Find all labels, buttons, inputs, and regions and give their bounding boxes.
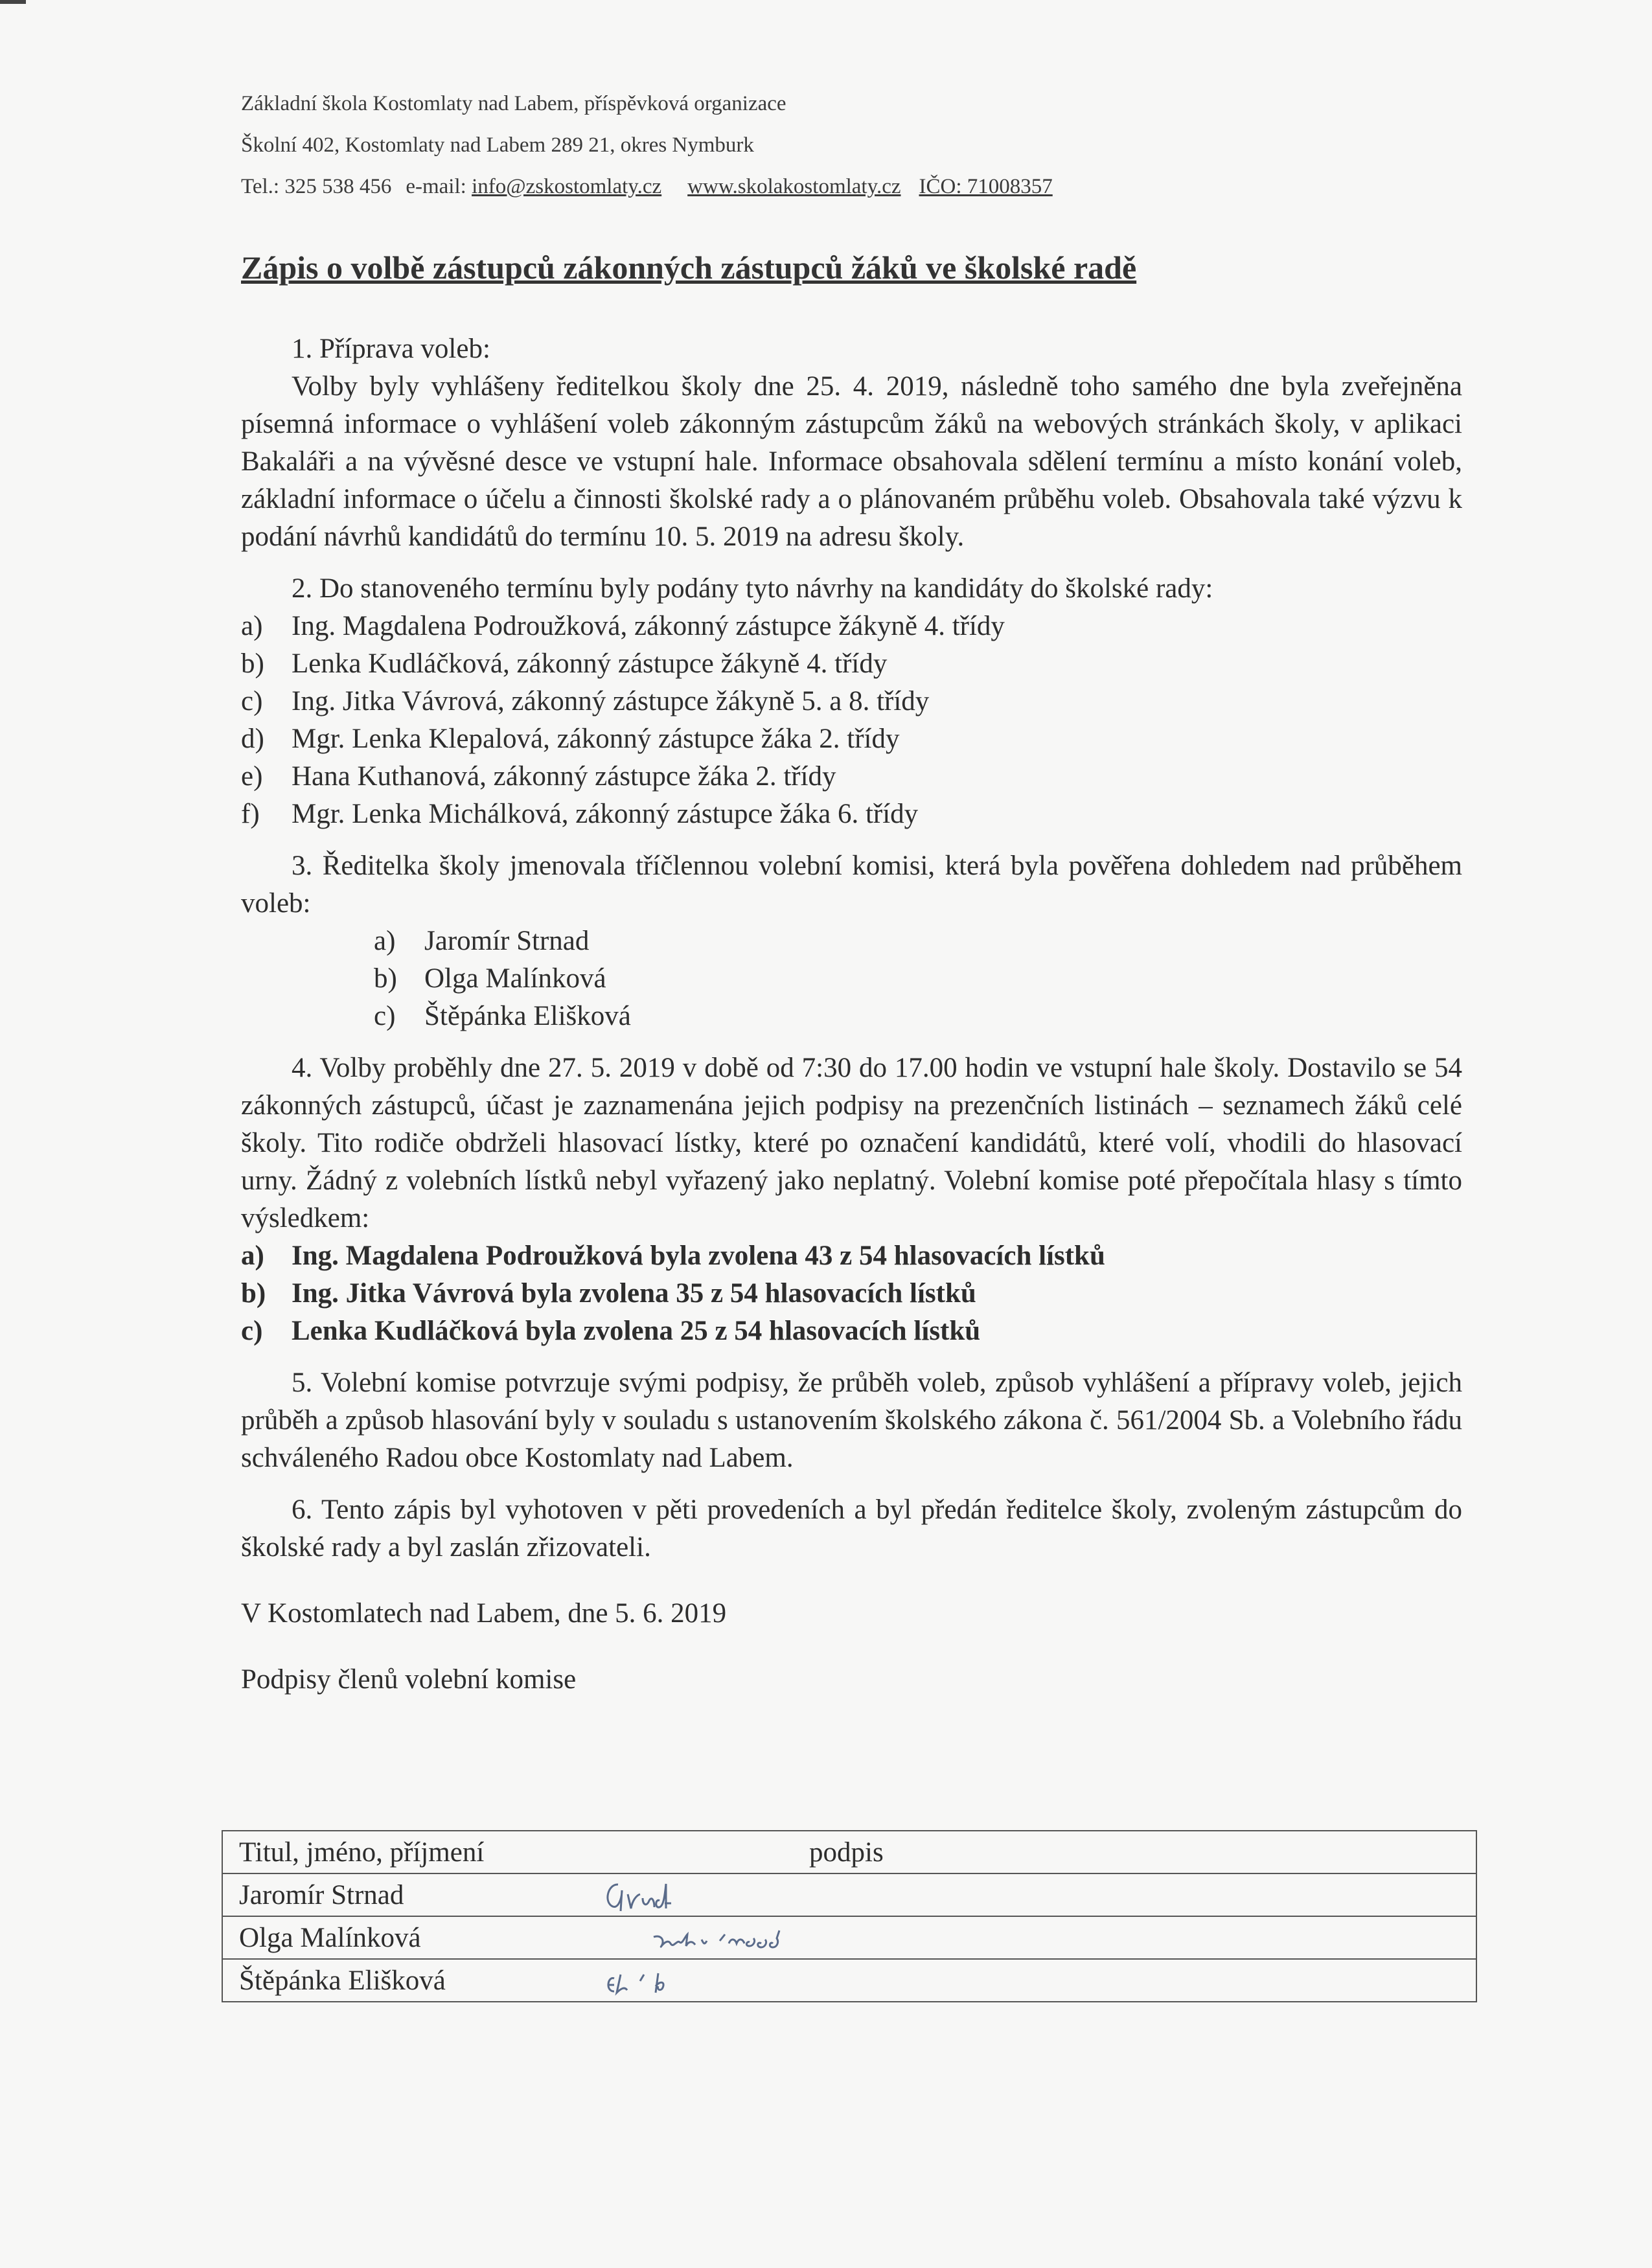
document-body <box>241 330 1462 1699</box>
email-link[interactable]: info@zskostomlaty.cz <box>472 175 662 198</box>
list-item: a) Jaromír Strnad <box>374 926 590 956</box>
handwritten-signature <box>595 1918 867 1958</box>
list-item: d) Mgr. Lenka Klepalová, zákonný zástupce žáka 2. třídy <box>241 724 900 754</box>
contact-line <box>241 166 1053 207</box>
section-5-text: 5. Volební komise potvrzuje svými podpisy, že průběh voleb, způsob vyhlášení a přípravy voleb, jejich průběh a způsob hlasování byly v souladu s ustanovením školského zákona č. 561/2004 Sb. a Volebního řádu schváleného Radou obce Kostomlaty nad Labem. <box>241 1368 1462 1473</box>
member-name: Štěpánka Elišková <box>222 1959 809 2002</box>
list-item: a) Ing. Magdalena Podroužková, zákonný zástupce žákyně 4. třídy <box>241 611 1005 641</box>
result-item: a) Ing. Magdalena Podroužková byla zvolena 43 z 54 hlasovacích lístků <box>241 1241 1105 1271</box>
result-item: b) Ing. Jitka Vávrová byla zvolena 35 z 54 hlasovacích lístků <box>241 1278 976 1309</box>
section-1-heading: 1. Příprava voleb: <box>292 334 490 364</box>
section-4-text: 4. Volby proběhly dne 27. 5. 2019 v době od 7:30 do 17.00 hodin ve vstupní hale školy. Dostavilo se 54 zákonných zástupců, účast je zaznamenána jejich podpisy na prezenčních listinách – seznamech žáků celé školy. Tito rodiče obdrželi hlasovací lístky, které po označení kandidátů, které volí, vhodili do hlasovací urny. Žádný z volebních lístků nebyl vyřazený jako neplatný. Volební komise poté přepočítala hlasy s tímto výsledkem: <box>241 1053 1462 1233</box>
place-date: V Kostomlatech nad Labem, dne 5. 6. 2019 <box>241 1598 727 1629</box>
phone: Tel.: 325 538 456 <box>241 175 392 198</box>
school-name: Základní škola Kostomlaty nad Labem, příspěvková organizace <box>241 92 786 115</box>
letterhead <box>241 83 1053 207</box>
handwritten-signature <box>599 1960 767 2000</box>
list-item: c) Štěpánka Elišková <box>374 1001 631 1031</box>
list-item: e) Hana Kuthanová, zákonný zástupce žáka 2. třídy <box>241 761 836 792</box>
document-title: Zápis o volbě zástupců zákonných zástupců žáků ve školské radě <box>241 249 1137 286</box>
signatures-heading: Podpisy členů volební komise <box>241 1664 577 1695</box>
table-header-name: Titul, jméno, příjmení <box>239 1837 485 1868</box>
section-2-heading: 2. Do stanoveného termínu byly podány tyto návrhy na kandidáty do školské rady: <box>292 573 1213 604</box>
section-1-text: Volby byly vyhlášeny ředitelkou školy dne 25. 4. 2019, následně toho samého dne byla zveřejněna písemná informace o vyhlášení voleb zákonným zástupcům žáků na webových stránkách školy, v aplikaci Bakaláři a na vývěsné desce ve vstupní hale. Informace obsahovala sdělení termínu a místo konání voleb, základní informace o účelu a činnosti školské rady a o plánovaném průběhu voleb. Obsahovala také výzvu k podání návrhů kandidátů do termínu 10. 5. 2019 na adresu školy. <box>241 371 1462 552</box>
signature-table <box>222 1830 1477 2002</box>
ico: IČO: 71008357 <box>919 175 1053 198</box>
table-row <box>222 1959 1476 2002</box>
list-item: b) Olga Malínková <box>374 963 606 994</box>
member-name: Jaromír Strnad <box>222 1873 809 1916</box>
handwritten-signature <box>592 1875 761 1915</box>
table-row <box>222 1916 1476 1959</box>
section-3-text: 3. Ředitelka školy jmenovala tříčlennou volební komisi, která byla pověřena dohledem nad průběhem voleb: <box>241 851 1462 919</box>
email-label: e-mail: <box>406 175 466 198</box>
list-item: f) Mgr. Lenka Michálková, zákonný zástupce žáka 6. třídy <box>241 799 919 829</box>
result-item: c) Lenka Kudláčková byla zvolena 25 z 54 hlasovacích lístků <box>241 1316 981 1346</box>
table-header-row <box>222 1831 1476 1873</box>
list-item: b) Lenka Kudláčková, zákonný zástupce žákyně 4. třídy <box>241 648 888 679</box>
table-row <box>222 1873 1476 1916</box>
member-name: Olga Malínková <box>222 1916 809 1959</box>
section-6-text: 6. Tento zápis byl vyhotoven v pěti provedeních a byl předán ředitelce školy, zvoleným zástupcům do školské rady a byl zaslán zřizovateli. <box>241 1495 1462 1563</box>
list-item: c) Ing. Jitka Vávrová, zákonný zástupce žákyně 5. a 8. třídy <box>241 686 930 716</box>
table-header-signature: podpis <box>809 1837 884 1868</box>
school-address: Školní 402, Kostomlaty nad Labem 289 21, okres Nymburk <box>241 133 754 157</box>
web-link[interactable]: www.skolakostomlaty.cz <box>687 175 901 198</box>
